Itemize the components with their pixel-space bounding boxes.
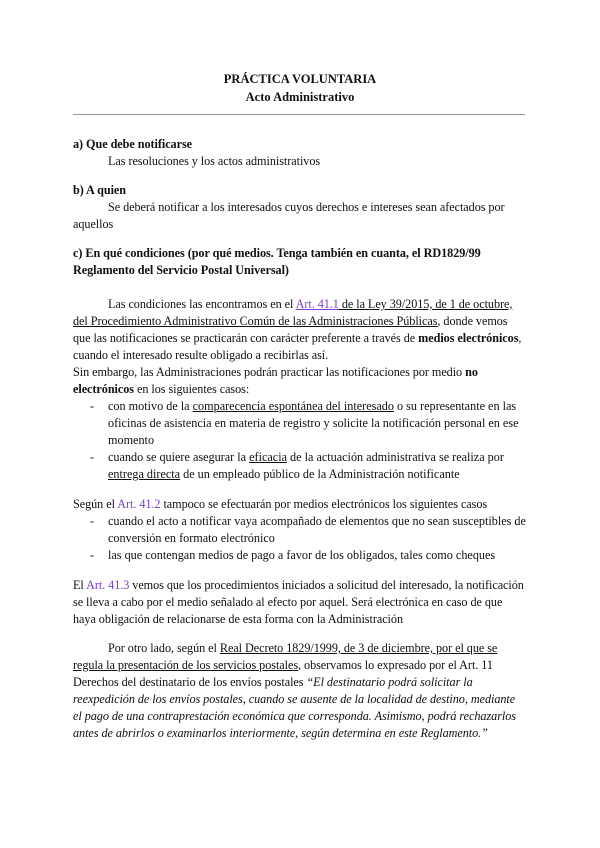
section-c-heading-line1: c) En qué condiciones (por qué medios. Tenga también en cuanta, el RD1829/99 [73, 246, 481, 260]
bullet2-line2 [108, 467, 460, 482]
p1-line4: cuando el interesado resulte obligado a recibirlas así. [73, 348, 329, 362]
p1-text: , donde vemos [437, 314, 508, 328]
quote-text: “El destinatario podrá solicitar la [306, 675, 473, 689]
section-c-heading-line2: Reglamento del Servicio Postal Universal) [73, 263, 289, 277]
section-a-text: Las resoluciones y los actos administrativos [108, 154, 321, 168]
bullet-text: cuando se quiere asegurar la [108, 450, 250, 464]
art-41-3-link[interactable]: Art. 41.3 [86, 578, 130, 592]
p2-text: tampoco se efectuarán por medios electrónicos los siguientes casos [160, 497, 488, 511]
p1-line3 [73, 331, 521, 346]
decree-reference: Real Decreto 1829/1999, de 3 de diciembre, por el que se [219, 641, 498, 655]
p3-text: vemos que los procedimientos iniciados a solicitud del interesado, la notificación [129, 578, 524, 592]
bullet-text: de la actuación administrativa se realiza por [287, 450, 504, 464]
p3-line3: haya obligación de relacionarse de esta forma con la Administración [73, 612, 403, 626]
p4-text: , observamos lo expresado por el Art. 11 [298, 658, 493, 672]
art-41-1-link[interactable]: Art. 41.1 [295, 297, 339, 311]
bold-term: no [465, 365, 478, 379]
p4-line5: el pago de una contraprestación económica que corresponda. Asimismo, podrá rechazarlos [73, 709, 516, 723]
underlined-term: entrega directa [108, 467, 181, 481]
p4-line2 [73, 658, 493, 673]
bullet3-line2: conversión en formato electrónico [108, 531, 275, 545]
p1-text: en los siguientes casos: [134, 382, 250, 396]
underlined-term: eficacia [249, 450, 287, 464]
bullet3-line1: cuando el acto a notificar vaya acompañado de elementos que no sean susceptibles de [108, 514, 526, 528]
p2-text: Según el [73, 497, 118, 511]
p1-line1 [108, 297, 512, 312]
p3-text: El [73, 578, 87, 592]
bullet1-line3: momento [108, 433, 155, 447]
bold-term: medios electrónicos [418, 331, 519, 345]
p4-text: Por otro lado, según el [108, 641, 220, 655]
bullet-marker: - [90, 548, 95, 562]
bullet-text: o su representante en las [393, 399, 517, 413]
p1-line6 [73, 382, 249, 397]
p2-line1 [73, 497, 487, 512]
p3-line2: se lleva a cabo por el medio señalado al efecto por aquel. Será electrónica en caso de que [73, 595, 503, 609]
p1-line2 [73, 314, 508, 329]
p4-line4: reexpedición de los envíos postales, cuando se ausente de la localidad de destino, mediante [73, 692, 516, 706]
bullet-marker: - [90, 399, 95, 413]
p3-line1 [73, 578, 524, 593]
p1-text: Sin embargo, las Administraciones podrán practicar las notificaciones por medio [73, 365, 466, 379]
section-a-heading: a) Que debe notificarse [73, 137, 193, 151]
section-b-text-line1: Se deberá notificar a los interesados cuyos derechos e intereses sean afectados por [108, 200, 505, 214]
bullet1-line2: oficinas de asistencia en materia de registro y solicite la notificación personal en ese [108, 416, 519, 430]
decree-reference: regula la presentación de los servicios postales [73, 658, 299, 672]
bullet2-line1 [108, 450, 504, 465]
bullet-marker: - [90, 514, 95, 528]
title-divider [73, 114, 525, 115]
section-b-text-line2: aquellos [73, 217, 114, 231]
bullet-text: de un empleado público de la Administración notificante [180, 467, 460, 481]
underlined-term: comparecencia espontánea del interesado [192, 399, 394, 413]
bold-term: electrónicos [73, 382, 134, 396]
p1-text: , [518, 331, 522, 345]
p4-line6: antes de abrirlos o examinarlos interiormente, según determina en este Reglamento.” [73, 726, 488, 740]
document-subtitle: Acto Administrativo [245, 90, 355, 104]
section-b-heading: b) A quien [73, 183, 127, 197]
bullet-marker: - [90, 450, 95, 464]
p4-line1 [108, 641, 497, 656]
p4-line3 [73, 675, 473, 690]
art-41-2-link[interactable]: Art. 41.2 [117, 497, 161, 511]
p1-text: Las condiciones las encontramos en el [108, 297, 296, 311]
law-name: del Procedimiento Administrativo Común de las Administraciones Públicas [73, 314, 438, 328]
p1-line5 [73, 365, 478, 380]
bullet1-line1 [108, 399, 516, 414]
p1-text: que las notificaciones se practicarán con carácter preferente a través de [73, 331, 419, 345]
law-reference: de la Ley 39/2015, de 1 de octubre, [338, 297, 513, 311]
document-title: PRÁCTICA VOLUNTARIA [223, 72, 377, 86]
bullet-text: con motivo de la [108, 399, 193, 413]
bullet4-line1: las que contengan medios de pago a favor de los obligados, tales como cheques [108, 548, 496, 562]
p4-text: Derechos del destinatario de los envíos postales [73, 675, 307, 689]
